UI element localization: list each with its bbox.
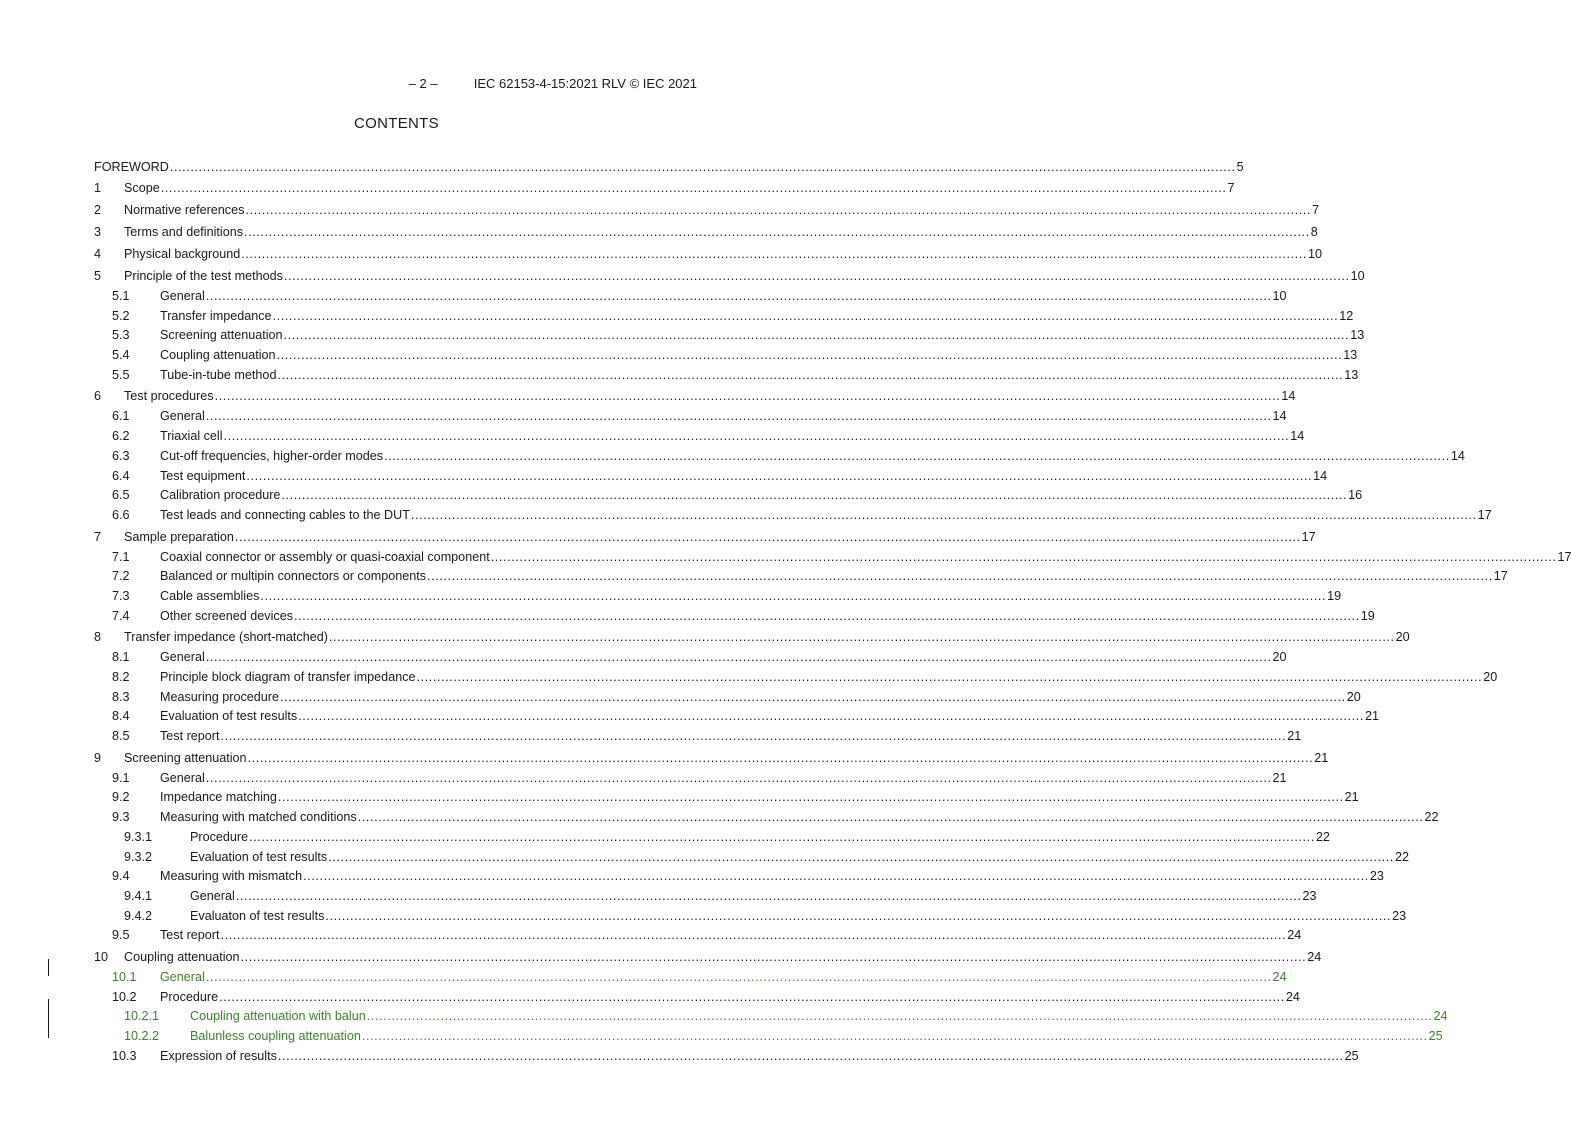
toc-entry[interactable] <box>94 887 1317 907</box>
toc-entry[interactable] <box>94 1027 1443 1047</box>
toc-entry-number: 6.5 <box>112 488 130 503</box>
page-number: – 2 – <box>408 76 438 91</box>
toc-entry[interactable] <box>94 287 1287 307</box>
dot-leader: .................................................................................................................................................................................................................................................................... <box>357 810 1424 825</box>
toc-entry-title[interactable]: General <box>190 887 236 907</box>
toc-entry-title[interactable]: Coupling attenuation <box>124 946 241 968</box>
toc-entry[interactable] <box>94 407 1287 427</box>
dot-leader: .................................................................................................................................................................................................................................................................... <box>283 269 1350 283</box>
toc-entry-page[interactable]: 13 <box>1342 346 1357 366</box>
toc-entry[interactable] <box>94 968 1287 988</box>
toc-entry-page[interactable]: 13 <box>1349 326 1364 346</box>
toc-entry[interactable] <box>94 769 1287 789</box>
standard-id: IEC 62153-4-15:2021 RLV © IEC 2021 <box>473 76 697 91</box>
toc-entry-number: 9.4.1 <box>124 888 153 903</box>
dot-leader: .................................................................................................................................................................................................................................................................... <box>205 289 1272 303</box>
toc-entry[interactable] <box>94 265 1365 287</box>
toc-entry-number: 10.1 <box>112 969 137 984</box>
dot-leader: .................................................................................................................................................................................................................................................................... <box>294 608 1360 623</box>
toc-entry-title[interactable]: General <box>160 407 206 427</box>
dot-leader: .................................................................................................................................................................................................................................................................... <box>328 849 1394 864</box>
toc-entry-page[interactable]: 17 <box>1556 548 1571 568</box>
dot-leader: .................................................................................................................................................................................................................................................................... <box>249 829 1315 844</box>
toc-entry-page[interactable]: 22 <box>1423 808 1438 828</box>
toc-entry[interactable] <box>94 526 1316 548</box>
toc-entry-page[interactable]: 25 <box>1428 1027 1443 1047</box>
toc-entry[interactable] <box>94 688 1361 708</box>
toc-entry[interactable] <box>94 346 1358 366</box>
toc-entry-page[interactable]: 12 <box>1338 307 1353 327</box>
toc-entry[interactable] <box>94 946 1322 968</box>
toc-entry-number: 6.1 <box>112 409 130 424</box>
toc-entry-number: 7.3 <box>112 588 130 603</box>
toc-entry-number: 6.4 <box>112 468 130 483</box>
toc-entry[interactable] <box>94 668 1498 688</box>
dot-leader: .................................................................................................................................................................................................................................................................... <box>160 181 1227 195</box>
dot-leader: .................................................................................................................................................................................................................................................................... <box>490 549 1557 564</box>
toc-entry-page[interactable]: 14 <box>1280 385 1295 407</box>
dot-leader: .................................................................................................................................................................................................................................................................... <box>240 949 1307 964</box>
toc-entry-number: 9.3 <box>112 810 130 825</box>
toc-entry-number: 8.2 <box>112 670 130 684</box>
toc-entry-number: 5 <box>94 269 102 283</box>
toc-entry-number: 10.2.1 <box>124 1009 160 1024</box>
toc-entry-page[interactable]: 8 <box>1310 221 1318 243</box>
dot-leader: .................................................................................................................................................................................................................................................................... <box>205 409 1272 424</box>
toc-entry-number: 10 <box>94 949 109 964</box>
dot-leader: .................................................................................................................................................................................................................................................................... <box>247 750 1314 765</box>
toc-entry[interactable] <box>94 727 1302 747</box>
toc-entry-page[interactable]: 21 <box>1344 788 1359 808</box>
toc-entry-number: 10.2.2 <box>124 1029 160 1043</box>
toc-entry[interactable] <box>94 707 1379 727</box>
toc-entry[interactable] <box>94 1047 1359 1067</box>
toc-entry[interactable] <box>94 808 1439 828</box>
toc-entry-page[interactable]: 7 <box>1311 199 1319 221</box>
toc-entry-page[interactable]: 13 <box>1343 366 1358 386</box>
toc-entry-number: 7.4 <box>112 608 130 623</box>
toc-entry-title[interactable]: Transfer impedance (short-matched) <box>124 626 329 648</box>
toc-entry-title[interactable]: Test equipment <box>160 467 246 487</box>
toc-entry-title[interactable]: Measuring procedure <box>160 688 280 708</box>
toc-entry-number: 9.5 <box>112 928 130 943</box>
toc-entry-page[interactable]: 14 <box>1272 407 1287 427</box>
toc-entry-number: 5.3 <box>112 328 130 343</box>
dot-leader: .................................................................................................................................................................................................................................................................... <box>427 569 1493 584</box>
toc-entry[interactable] <box>94 307 1354 327</box>
toc-entry[interactable] <box>94 506 1492 526</box>
toc-entry[interactable] <box>94 486 1363 506</box>
dot-leader: .................................................................................................................................................................................................................................................................... <box>219 989 1285 1004</box>
toc-entry-page[interactable]: 24 <box>1285 988 1300 1008</box>
toc-entry-title[interactable]: Other screened devices <box>160 607 294 627</box>
toc-entry-title[interactable]: FOREWORD <box>94 157 170 177</box>
toc-entry-number: 10.2 <box>112 989 137 1004</box>
dot-leader: .................................................................................................................................................................................................................................................................... <box>277 1048 1344 1063</box>
toc-entry-title[interactable]: Principle block diagram of transfer impedance <box>160 668 417 688</box>
dot-leader: .................................................................................................................................................................................................................................................................... <box>245 203 1312 217</box>
dot-leader: .................................................................................................................................................................................................................................................................... <box>416 670 1483 684</box>
toc-entry[interactable] <box>94 788 1359 808</box>
toc-entry-page[interactable]: 7 <box>1226 177 1234 199</box>
toc-entry-page[interactable]: 24 <box>1432 1007 1447 1027</box>
toc-entry-number: 8.1 <box>112 650 130 665</box>
toc-entry-page[interactable]: 17 <box>1301 526 1316 548</box>
toc-entry-page[interactable]: 23 <box>1391 907 1406 927</box>
toc-entry[interactable] <box>94 988 1300 1008</box>
toc-entry[interactable] <box>94 607 1375 627</box>
toc-entry-title[interactable]: Triaxial cell <box>160 427 224 447</box>
toc-entry-page[interactable]: 14 <box>1450 447 1465 467</box>
toc-entry-number: 9.2 <box>112 790 130 805</box>
toc-entry-title[interactable]: Scope <box>124 177 161 199</box>
toc-entry-number: 9.3.1 <box>124 829 153 844</box>
toc-entry[interactable] <box>94 326 1365 346</box>
toc-entry[interactable] <box>94 648 1287 668</box>
toc-entry[interactable] <box>94 548 1571 568</box>
table-of-contents <box>94 157 1571 1066</box>
toc-entry-title[interactable]: Coaxial connector or assembly or quasi-coaxial component <box>160 548 491 568</box>
toc-entry-title[interactable]: Cut-off frequencies, higher-order modes <box>160 447 384 467</box>
dot-leader: .................................................................................................................................................................................................................................................................... <box>361 1029 1428 1043</box>
toc-entry-title[interactable]: Principle of the test methods <box>124 265 284 287</box>
toc-entry-number: 9.1 <box>112 770 130 785</box>
page-header <box>409 76 697 91</box>
dot-leader: .................................................................................................................................................................................................................................................................... <box>169 160 1236 174</box>
toc-entry-page[interactable]: 23 <box>1302 887 1317 907</box>
toc-entry[interactable] <box>94 447 1465 467</box>
dot-leader: .................................................................................................................................................................................................................................................................... <box>205 969 1272 984</box>
toc-entry-page[interactable]: 21 <box>1286 727 1301 747</box>
toc-entry-number: 8.3 <box>112 689 130 704</box>
toc-entry[interactable] <box>94 747 1329 769</box>
toc-entry-title[interactable]: Evaluation of test results <box>160 707 298 727</box>
change-bar <box>48 999 49 1038</box>
toc-entry-number: 1 <box>94 181 102 195</box>
toc-entry-page[interactable]: 16 <box>1347 486 1362 506</box>
toc-entry-title[interactable]: Terms and definitions <box>124 221 244 243</box>
toc-entry-title[interactable]: Screening attenuation <box>124 747 248 769</box>
toc-entry-title[interactable]: Screening attenuation <box>160 326 284 346</box>
toc-entry-number: 6.2 <box>112 429 130 444</box>
dot-leader: .................................................................................................................................................................................................................................................................... <box>384 448 1450 463</box>
toc-entry-number: 7.1 <box>112 549 130 564</box>
toc-entry-number: 7.2 <box>112 569 130 584</box>
toc-entry-page[interactable]: 17 <box>1477 506 1492 526</box>
page-title: CONTENTS <box>354 115 439 132</box>
toc-entry[interactable] <box>94 243 1322 265</box>
toc-entry-number: 8 <box>94 630 102 645</box>
toc-entry[interactable] <box>94 926 1302 946</box>
toc-entry-page[interactable]: 10 <box>1350 265 1365 287</box>
dot-leader: .................................................................................................................................................................................................................................................................... <box>283 328 1350 343</box>
change-bar <box>48 959 49 976</box>
toc-entry[interactable] <box>94 848 1409 868</box>
toc-entry-page[interactable]: 19 <box>1360 607 1375 627</box>
toc-entry-title[interactable]: Coupling attenuation <box>160 346 277 366</box>
toc-entry[interactable] <box>94 867 1384 887</box>
dot-leader: .................................................................................................................................................................................................................................................................... <box>205 650 1272 665</box>
toc-entry-title[interactable]: Test leads and connecting cables to the DUT <box>160 506 411 526</box>
toc-entry-number: 5.1 <box>112 289 130 303</box>
toc-entry-page[interactable]: 24 <box>1286 926 1301 946</box>
toc-entry-page[interactable]: 22 <box>1394 848 1409 868</box>
toc-entry-page[interactable]: 22 <box>1315 828 1330 848</box>
dot-leader: .................................................................................................................................................................................................................................................................... <box>241 247 1307 261</box>
dot-leader: .................................................................................................................................................................................................................................................................... <box>220 729 1287 744</box>
toc-entry-page[interactable]: 21 <box>1313 747 1328 769</box>
toc-entry-title[interactable]: Balunless coupling attenuation <box>190 1027 362 1047</box>
toc-entry-number: 6.3 <box>112 448 130 463</box>
dot-leader: .................................................................................................................................................................................................................................................................... <box>205 770 1272 785</box>
toc-entry[interactable] <box>94 199 1320 221</box>
toc-entry-title[interactable]: Procedure <box>160 988 219 1008</box>
dot-leader: .................................................................................................................................................................................................................................................................... <box>234 529 1301 544</box>
toc-entry-number: 5.2 <box>112 308 130 323</box>
toc-entry[interactable] <box>94 366 1359 386</box>
toc-entry-title[interactable]: Normative references <box>124 199 245 221</box>
toc-entry-title[interactable]: Cable assemblies <box>160 587 260 607</box>
toc-entry[interactable] <box>94 907 1407 927</box>
dot-leader: .................................................................................................................................................................................................................................................................... <box>410 507 1477 522</box>
toc-entry-page[interactable]: 24 <box>1306 946 1321 968</box>
dot-leader: .................................................................................................................................................................................................................................................................... <box>244 225 1310 239</box>
toc-entry-title[interactable]: Physical background <box>124 243 241 265</box>
toc-entry-title[interactable]: Transfer impedance <box>160 307 273 327</box>
toc-entry-title[interactable]: Impedance matching <box>160 788 278 808</box>
dot-leader: .................................................................................................................................................................................................................................................................... <box>277 367 1344 382</box>
toc-entry-title[interactable]: Procedure <box>190 828 249 848</box>
toc-entry-number: 6 <box>94 389 102 404</box>
toc-entry-page[interactable]: 14 <box>1312 467 1327 487</box>
toc-entry-number: 7 <box>94 529 102 544</box>
toc-entry-number: 8.5 <box>112 729 130 744</box>
toc-entry-title[interactable]: General <box>160 968 206 988</box>
dot-leader: .................................................................................................................................................................................................................................................................... <box>303 869 1369 884</box>
toc-entry-title[interactable]: General <box>160 769 206 789</box>
toc-entry[interactable] <box>94 1007 1448 1027</box>
dot-leader: .................................................................................................................................................................................................................................................................... <box>281 488 1348 503</box>
toc-entry-title[interactable]: Calibration procedure <box>160 486 281 506</box>
toc-entry-page[interactable]: 20 <box>1482 668 1497 688</box>
toc-entry-number: 3 <box>94 225 102 239</box>
dot-leader: .................................................................................................................................................................................................................................................................... <box>280 689 1346 704</box>
toc-entry-title[interactable]: Test procedures <box>124 385 215 407</box>
toc-entry-title[interactable]: Test report <box>160 926 221 946</box>
toc-entry-page[interactable]: 21 <box>1364 707 1379 727</box>
toc-entry-number: 10.3 <box>112 1048 137 1063</box>
dot-leader: .................................................................................................................................................................................................................................................................... <box>220 928 1287 943</box>
toc-entry-title[interactable]: Tube-in-tube method <box>160 366 277 386</box>
toc-entry[interactable] <box>94 221 1318 243</box>
toc-entry-number: 5.4 <box>112 348 130 363</box>
toc-entry-page[interactable]: 10 <box>1272 287 1287 307</box>
dot-leader: .................................................................................................................................................................................................................................................................... <box>277 790 1344 805</box>
toc-entry-page[interactable]: 25 <box>1344 1047 1359 1067</box>
dot-leader: .................................................................................................................................................................................................................................................................... <box>260 588 1327 603</box>
toc-entry-title[interactable]: General <box>160 287 206 307</box>
toc-entry-number: 2 <box>94 203 102 217</box>
toc-entry-title[interactable]: Balanced or multipin connectors or components <box>160 567 427 587</box>
toc-entry-title[interactable]: Test report <box>160 727 221 747</box>
dot-leader: .................................................................................................................................................................................................................................................................... <box>325 908 1392 923</box>
toc-entry-title[interactable]: Coupling attenuation with balun <box>190 1007 367 1027</box>
toc-entry[interactable] <box>94 828 1330 848</box>
dot-leader: .................................................................................................................................................................................................................................................................... <box>366 1009 1433 1024</box>
toc-entry-page[interactable]: 24 <box>1272 968 1287 988</box>
toc-entry-page[interactable]: 19 <box>1326 587 1341 607</box>
toc-entry-title[interactable]: Evaluaton of test results <box>190 907 325 927</box>
toc-entry-number: 5.5 <box>112 367 130 382</box>
toc-entry[interactable] <box>94 177 1235 199</box>
toc-entry-number: 8.4 <box>112 709 130 724</box>
toc-entry-page[interactable]: 10 <box>1307 243 1322 265</box>
toc-entry[interactable] <box>94 385 1296 407</box>
dot-leader: .................................................................................................................................................................................................................................................................... <box>328 630 1395 645</box>
toc-entry-title[interactable]: Measuring with mismatch <box>160 867 303 887</box>
dot-leader: .................................................................................................................................................................................................................................................................... <box>298 709 1364 724</box>
toc-entry-page[interactable]: 20 <box>1346 688 1361 708</box>
toc-entry-number: 9 <box>94 750 102 765</box>
dot-leader: .................................................................................................................................................................................................................................................................... <box>223 429 1290 444</box>
toc-entry-page[interactable]: 23 <box>1369 867 1384 887</box>
toc-entry-page[interactable]: 20 <box>1272 648 1287 668</box>
toc-entry-title[interactable]: Measuring with matched conditions <box>160 808 358 828</box>
dot-leader: .................................................................................................................................................................................................................................................................... <box>246 468 1313 483</box>
toc-entry-number: 4 <box>94 247 102 261</box>
toc-entry-title[interactable]: Sample preparation <box>124 526 235 548</box>
toc-entry-page[interactable]: 21 <box>1272 769 1287 789</box>
toc-entry-number: 6.6 <box>112 507 130 522</box>
toc-entry[interactable] <box>94 567 1508 587</box>
toc-entry-page[interactable]: 5 <box>1236 157 1244 177</box>
toc-entry-page[interactable]: 20 <box>1395 626 1410 648</box>
toc-entry-page[interactable]: 17 <box>1493 567 1508 587</box>
dot-leader: .................................................................................................................................................................................................................................................................... <box>214 389 1281 404</box>
dot-leader: .................................................................................................................................................................................................................................................................... <box>235 888 1302 903</box>
toc-entry-title[interactable]: General <box>160 648 206 668</box>
toc-entry-number: 9.3.2 <box>124 849 153 864</box>
toc-entry[interactable] <box>94 626 1410 648</box>
toc-entry[interactable] <box>94 587 1342 607</box>
toc-entry[interactable] <box>94 157 1244 177</box>
toc-entry-page[interactable]: 14 <box>1289 427 1304 447</box>
toc-entry-number: 9.4 <box>112 869 130 884</box>
dot-leader: .................................................................................................................................................................................................................................................................... <box>272 308 1339 323</box>
toc-entry-title[interactable]: Expression of results <box>160 1047 278 1067</box>
toc-entry[interactable] <box>94 427 1305 447</box>
toc-entry[interactable] <box>94 467 1328 487</box>
dot-leader: .................................................................................................................................................................................................................................................................... <box>276 348 1343 363</box>
toc-entry-number: 9.4.2 <box>124 908 153 923</box>
toc-entry-title[interactable]: Evaluation of test results <box>190 848 328 868</box>
